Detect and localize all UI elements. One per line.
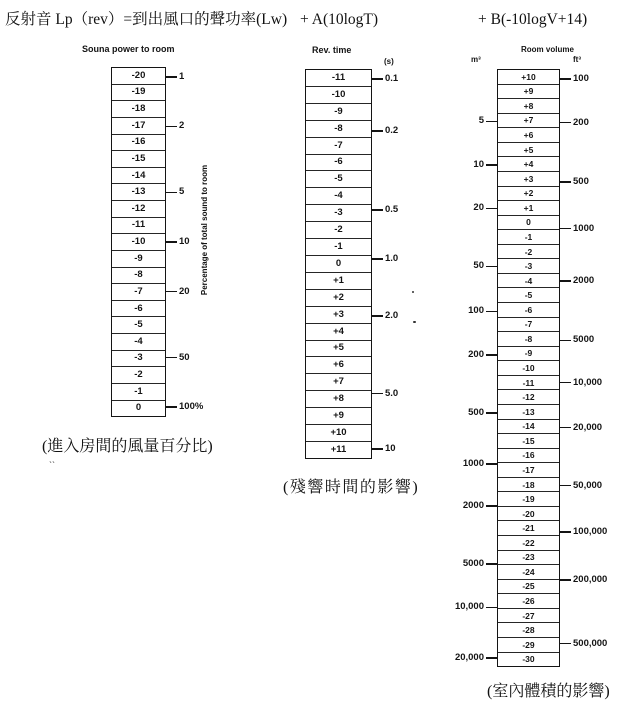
tick-label: 50: [179, 351, 190, 363]
tick-mark: [372, 258, 383, 260]
room-volume-cell: -21: [498, 520, 559, 535]
sound-power-cell: -9: [112, 250, 165, 267]
tick-mark: [166, 291, 177, 293]
tick-mark: [486, 266, 497, 268]
rev-time-tick: [372, 125, 398, 137]
cubic-metre-tick: [473, 202, 497, 214]
tick-label: 20,000: [573, 421, 603, 433]
room-volume-title: Room volume: [521, 45, 574, 54]
rev-time-tick: [372, 310, 398, 322]
percentage-tick: [166, 120, 184, 132]
room-volume-cell: +8: [498, 98, 559, 113]
cubic-foot-tick: [560, 334, 594, 346]
rev-time-cell: +1: [306, 272, 371, 289]
cubic-metre-tick: [479, 115, 497, 127]
rev-time-caption: (殘響時間的影響): [283, 479, 420, 496]
tick-mark: [560, 427, 571, 429]
room-volume-cell: -29: [498, 637, 559, 652]
sound-power-cell: -3: [112, 350, 165, 367]
rev-time-cell: -4: [306, 187, 371, 204]
tick-mark: [166, 126, 177, 128]
tick-mark: [166, 241, 177, 243]
room-volume-cell: +4: [498, 156, 559, 171]
cubic-metre-tick: [463, 500, 497, 512]
tick-mark: [560, 382, 571, 384]
room-volume-cell: -24: [498, 564, 559, 579]
rev-time-tick: [372, 204, 398, 216]
sound-power-cell: -12: [112, 200, 165, 217]
tick-mark: [486, 505, 497, 507]
tick-mark: [486, 607, 497, 609]
cubic-foot-tick: [560, 117, 589, 129]
cubic-foot-tick: [560, 574, 607, 586]
tick-mark: [486, 311, 497, 313]
sound-power-cell: -11: [112, 217, 165, 234]
tick-label: 100%: [179, 401, 204, 413]
rev-time-cell: -6: [306, 154, 371, 171]
cubic-metre-tick: [468, 349, 497, 361]
tick-mark: [560, 181, 571, 183]
tick-mark: [166, 192, 177, 194]
room-volume-cell: -19: [498, 491, 559, 506]
percentage-tick: [166, 71, 184, 83]
tick-label: 200: [573, 116, 589, 128]
tick-label: 5000: [462, 557, 484, 569]
cubic-foot-tick: [560, 638, 607, 650]
tick-mark: [560, 122, 571, 124]
tick-mark: [372, 78, 383, 80]
rev-time-cell: -7: [306, 137, 371, 154]
room-volume-cell: -28: [498, 622, 559, 637]
sound-power-cell: -14: [112, 167, 165, 184]
sound-power-cell: -13: [112, 183, 165, 200]
room-volume-cell: -30: [498, 652, 559, 667]
room-volume-caption: (室內體積的影響): [487, 683, 610, 700]
room-volume-cell: -6: [498, 302, 559, 317]
sound-power-cell: -7: [112, 283, 165, 300]
percentage-tick: [166, 286, 190, 298]
tick-label: 2.0: [385, 310, 399, 322]
tick-mark: [560, 280, 571, 282]
rev-time-cell: +5: [306, 340, 371, 357]
tick-mark: [486, 463, 497, 465]
tick-label: 5.0: [385, 387, 399, 399]
cubic-foot-tick: [560, 422, 602, 434]
cubic-foot-unit: ft³: [573, 55, 581, 64]
room-volume-cell: -7: [498, 317, 559, 332]
cubic-metre-tick: [473, 159, 497, 171]
tick-label: 500: [468, 406, 484, 418]
tick-mark: [486, 121, 497, 123]
rev-time-cell: -5: [306, 170, 371, 187]
tick-label: 5000: [573, 334, 595, 346]
tick-label: 5: [478, 115, 484, 127]
tick-mark: [486, 208, 497, 210]
cubic-foot-tick: [560, 73, 589, 85]
room-volume-cell: +9: [498, 84, 559, 99]
room-volume-cell: +3: [498, 171, 559, 186]
rev-time-cell: -10: [306, 86, 371, 103]
rev-time-title: Rev. time: [312, 45, 352, 55]
room-volume-cell: -13: [498, 404, 559, 419]
tick-label: 100,000: [573, 525, 608, 537]
cubic-metre-tick: [455, 652, 497, 664]
tick-label: 200,000: [573, 573, 608, 585]
room-volume-scale: [497, 69, 560, 667]
room-volume-cell: -22: [498, 535, 559, 550]
rev-time-tick: [372, 443, 396, 455]
formula-reflected-sound: 反射音 Lp（rev）=到出風口的聲功率(Lw): [5, 11, 288, 28]
cubic-metre-unit: m³: [471, 55, 481, 64]
cubic-foot-tick: [560, 526, 607, 538]
rev-time-cell: +3: [306, 306, 371, 323]
room-volume-cell: -8: [498, 331, 559, 346]
room-volume-cell: -5: [498, 287, 559, 302]
tick-mark: [486, 657, 497, 659]
sound-power-cell: -1: [112, 383, 165, 400]
tick-label: 1000: [462, 457, 484, 469]
cubic-metre-tick: [455, 601, 497, 613]
percentage-tick: [166, 401, 203, 413]
tick-label: 500: [573, 176, 589, 188]
tick-mark: [166, 406, 177, 408]
room-volume-cell: +2: [498, 186, 559, 201]
sound-power-cell: -16: [112, 134, 165, 151]
sound-power-cell: -2: [112, 366, 165, 383]
tick-mark: [486, 354, 497, 356]
rev-time-cell: +9: [306, 407, 371, 424]
tick-label: 5: [179, 186, 185, 198]
tick-label: 200: [468, 348, 484, 360]
rev-time-cell: +7: [306, 373, 371, 390]
tick-mark: [372, 448, 383, 450]
tick-label: 10,000: [573, 376, 603, 388]
rev-time-cell: 0: [306, 255, 371, 272]
tick-label: 20: [179, 285, 190, 297]
room-volume-cell: -11: [498, 375, 559, 390]
cubic-metre-tick: [468, 305, 497, 317]
formula-term-a: + A(10logT): [300, 11, 379, 28]
room-volume-cell: -12: [498, 389, 559, 404]
tick-label: 500,000: [573, 637, 608, 649]
sound-power-scale: [111, 67, 166, 417]
tick-label: 100: [573, 73, 589, 85]
scan-speck: [412, 291, 414, 293]
tick-label: 0.2: [385, 125, 399, 137]
rev-time-unit: (s): [384, 57, 394, 66]
sound-power-cell: -15: [112, 150, 165, 167]
room-volume-cell: -1: [498, 229, 559, 244]
tick-mark: [372, 209, 383, 211]
tick-mark: [486, 563, 497, 565]
rev-time-cell: +4: [306, 323, 371, 340]
room-volume-cell: -17: [498, 462, 559, 477]
tick-mark: [560, 228, 571, 230]
rev-time-tick: [372, 253, 398, 265]
scan-speck: [413, 321, 416, 323]
sound-power-title: Souna power to room: [82, 44, 175, 54]
sound-power-cell: -17: [112, 117, 165, 134]
room-volume-cell: +5: [498, 142, 559, 157]
room-volume-cell: -2: [498, 244, 559, 259]
tick-label: 1000: [573, 222, 595, 234]
room-volume-cell: -4: [498, 273, 559, 288]
tick-label: 2: [179, 120, 185, 132]
cubic-foot-tick: [560, 176, 589, 188]
caption-mark: ``: [49, 460, 55, 470]
tick-mark: [560, 643, 571, 645]
room-volume-cell: -18: [498, 477, 559, 492]
sound-power-cell: -20: [131, 69, 146, 81]
cubic-foot-tick: [560, 223, 594, 235]
room-volume-cell: +1: [498, 200, 559, 215]
tick-label: 1: [179, 70, 185, 82]
rev-time-scale: [305, 69, 372, 459]
room-volume-cell: +6: [498, 127, 559, 142]
room-volume-cell: -14: [498, 419, 559, 434]
tick-mark: [560, 78, 571, 80]
tick-mark: [486, 412, 497, 414]
room-volume-cell: -10: [498, 360, 559, 375]
percentage-tick: [166, 236, 190, 248]
tick-label: 0.1: [385, 72, 399, 84]
tick-label: 20,000: [454, 652, 484, 664]
rev-time-cell: +10: [306, 424, 371, 441]
room-volume-cell: -25: [498, 579, 559, 594]
tick-label: 100: [468, 305, 484, 317]
rev-time-cell: +2: [306, 289, 371, 306]
tick-label: 50,000: [573, 479, 603, 491]
sound-power-cell: -8: [112, 267, 165, 284]
room-volume-cell: -16: [498, 448, 559, 463]
rev-time-cell: -1: [306, 238, 371, 255]
room-volume-cell: -20: [498, 506, 559, 521]
tick-label: 1.0: [385, 252, 399, 264]
tick-mark: [560, 579, 571, 581]
tick-label: 10: [179, 236, 190, 247]
rev-time-cell: -11: [331, 71, 346, 83]
room-volume-cell: -15: [498, 433, 559, 448]
cubic-metre-tick: [463, 458, 497, 470]
room-volume-cell: -9: [498, 346, 559, 361]
room-volume-cell: -26: [498, 593, 559, 608]
tick-mark: [166, 357, 177, 359]
room-volume-cell: 0: [498, 215, 559, 230]
tick-label: 2000: [462, 499, 484, 511]
rev-time-cell: +11: [306, 441, 371, 458]
cubic-metre-tick: [463, 558, 497, 570]
room-volume-cell: +7: [498, 113, 559, 128]
rev-time-cell: -9: [306, 103, 371, 120]
tick-mark: [166, 76, 177, 78]
rev-time-cell: +6: [306, 356, 371, 373]
rev-time-cell: +8: [306, 390, 371, 407]
tick-mark: [372, 130, 383, 132]
tick-label: 2000: [573, 274, 595, 286]
rev-time-cell: -3: [306, 204, 371, 221]
room-volume-cell: -23: [498, 550, 559, 565]
room-volume-cell: -27: [498, 608, 559, 623]
tick-mark: [560, 340, 571, 342]
sound-power-cell: -18: [112, 100, 165, 117]
tick-label: 10: [473, 158, 484, 170]
tick-label: 10,000: [454, 601, 484, 613]
tick-label: 20: [473, 202, 484, 214]
cubic-foot-tick: [560, 480, 602, 492]
cubic-foot-tick: [560, 275, 594, 287]
rev-time-tick: [372, 73, 398, 85]
tick-mark: [372, 315, 383, 317]
room-volume-cell: -3: [498, 258, 559, 273]
sound-power-cell: 0: [112, 400, 165, 417]
rev-time-cell: -2: [306, 221, 371, 238]
cubic-foot-tick: [560, 377, 602, 389]
tick-mark: [372, 393, 383, 395]
tick-label: 0.5: [385, 204, 399, 216]
tick-label: 50: [473, 260, 484, 272]
percentage-tick: [166, 186, 184, 198]
sound-power-cell: -5: [112, 316, 165, 333]
sound-power-cell: -19: [112, 84, 165, 101]
sound-power-cell: -6: [112, 300, 165, 317]
percentage-tick: [166, 352, 190, 364]
cubic-metre-tick: [473, 260, 497, 272]
sound-power-caption: (進入房間的風量百分比): [42, 438, 213, 455]
tick-mark: [560, 485, 571, 487]
sound-power-cell: -4: [112, 333, 165, 350]
tick-mark: [560, 531, 571, 533]
cubic-metre-tick: [468, 407, 497, 419]
formula-term-b: + B(-10logV+14): [478, 11, 588, 28]
tick-label: 10: [385, 443, 396, 455]
rev-time-cell: -8: [306, 120, 371, 137]
tick-mark: [486, 164, 497, 166]
rev-time-tick: [372, 388, 398, 400]
percentage-axis-label: Percentage of total sound to room: [200, 164, 209, 296]
room-volume-cell: +10: [521, 71, 536, 82]
sound-power-cell: -10: [112, 233, 165, 250]
